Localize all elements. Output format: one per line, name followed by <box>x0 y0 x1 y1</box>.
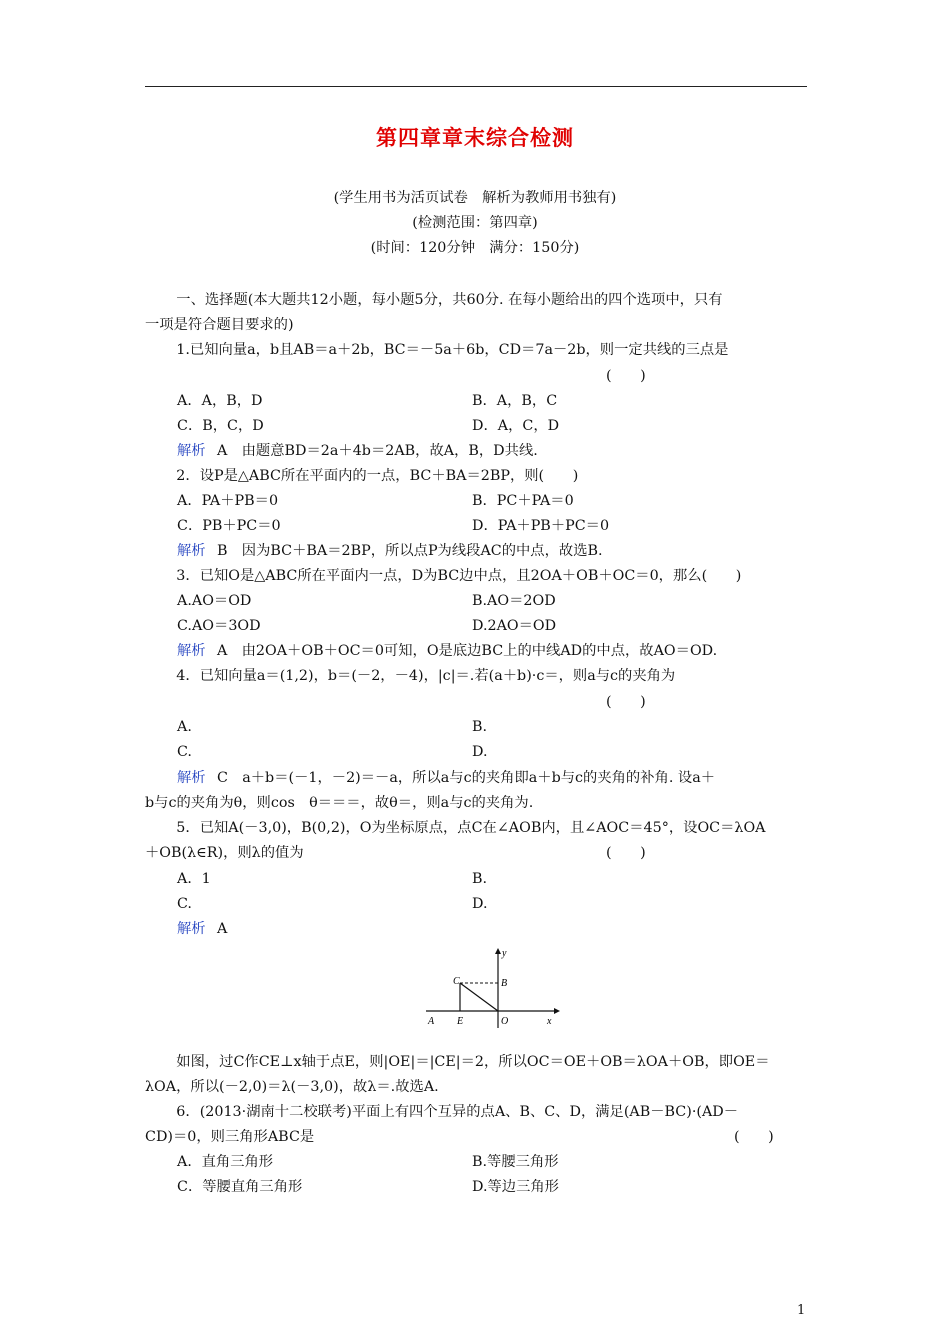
question-2: 2．设P是△ABC所在平面内的一点，BC＋BA＝2BP，则( ) <box>162 468 579 484</box>
section-heading: 一、选择题(本大题共12小题，每小题5分，共60分. 在每小题给出的四个选项中，只有 <box>162 292 723 308</box>
analysis-label: 解析 <box>177 770 206 786</box>
header-rule <box>145 86 807 87</box>
question-6: 6．(2013·湖南十二校联考)平面上有四个互异的点A、B、C、D，满足(AB－BC)·(AD－ <box>162 1104 739 1120</box>
analysis-label: 解析 <box>177 543 206 559</box>
meta-line: (检测范围：第四章) <box>412 215 538 231</box>
option: B.等腰三角形 <box>472 1154 559 1170</box>
analysis-text: C a＋b＝(－1，－2)＝－a，所以a与c的夹角即a＋b与c的夹角的补角. 设a＋ <box>217 770 716 786</box>
question-3: 3．已知O是△ABC所在平面内一点，D为BC边中点，且2OA＋OB＋OC＝0，那么( ) <box>162 568 742 584</box>
answer-bracket: ( ) <box>606 845 646 861</box>
analysis-text: A 由题意BD＝2a＋4b＝2AB，故A，B，D共线. <box>217 443 538 459</box>
option: C．PB＋PC＝0 <box>177 518 281 534</box>
segment-co <box>460 983 498 1011</box>
question-5: 5．已知A(－3,0)，B(0,2)，O为坐标原点，点C在∠AOB内，且∠AOC＝45°，设OC＝λOA <box>162 820 766 836</box>
option: C．B，C，D <box>177 418 264 434</box>
option: B.AO＝2OD <box>472 593 556 609</box>
answer-bracket: ( ) <box>606 694 646 710</box>
x-axis-arrow <box>554 1008 560 1014</box>
option: D.2AO＝OD <box>472 618 557 634</box>
analysis-text: 如图，过C作CE⊥x轴于点E，则|OE|＝|CE|＝2，所以OC＝OE＋OB＝λOA＋OB，即OE＝ <box>162 1054 770 1070</box>
option: D．A，C，D <box>472 418 560 434</box>
question-6-cont: CD)＝0，则三角形ABC是 <box>145 1129 315 1145</box>
analysis-text: B 因为BC＋BA＝2BP，所以点P为线段AC的中点，故选B. <box>217 543 603 559</box>
label-o: O <box>501 1016 509 1027</box>
analysis-text: A 由2OA＋OB＋OC＝0可知，O是底边BC上的中线AD的中点，故AO＝OD. <box>217 643 718 659</box>
analysis-label: 解析 <box>177 921 206 937</box>
option: C．等腰直角三角形 <box>177 1179 303 1195</box>
label-a: A <box>428 1016 435 1027</box>
question-5-cont: ＋OB(λ∈R)，则λ的值为 <box>145 845 304 861</box>
meta-line: (学生用书为活页试卷 解析为教师用书独有) <box>333 190 617 206</box>
page-title: 第四章章末综合检测 <box>376 125 574 150</box>
option: C.AO＝3OD <box>177 618 261 634</box>
option: B. <box>472 871 488 887</box>
analysis-text: λOA，所以(－2,0)＝λ(－3,0)，故λ＝.故选A. <box>145 1079 439 1095</box>
y-axis-arrow <box>495 948 501 954</box>
answer-bracket: ( ) <box>606 368 646 384</box>
label-c: C <box>453 976 460 987</box>
option: A．1 <box>177 871 211 887</box>
analysis-label: 解析 <box>177 643 206 659</box>
option: D. <box>472 896 488 912</box>
option: D.等边三角形 <box>472 1179 559 1195</box>
label-e: E <box>457 1016 464 1027</box>
page-number: 1 <box>797 1303 806 1318</box>
option: B．PC＋PA＝0 <box>472 493 574 509</box>
option: D．PA＋PB＋PC＝0 <box>472 518 610 534</box>
meta-line: (时间：120分钟 满分：150分) <box>370 240 580 256</box>
analysis-text: A <box>217 921 228 937</box>
option: A.AO＝OD <box>177 593 252 609</box>
option: B．A，B，C <box>472 393 558 409</box>
label-y: y <box>502 948 507 959</box>
question-1: 1.已知向量a，b且AB＝a＋2b，BC＝－5a＋6b，CD＝7a－2b，则一定共线的三点是 <box>162 342 729 358</box>
label-x: x <box>547 1016 552 1027</box>
analysis-text: b与c的夹角为θ，则cos θ＝＝＝，故θ＝，则a与c的夹角为. <box>145 795 534 811</box>
option: C. <box>177 896 192 912</box>
coordinate-figure <box>420 944 560 1028</box>
option: B. <box>472 719 488 735</box>
option: A．直角三角形 <box>177 1154 274 1170</box>
question-4: 4．已知向量a＝(1,2)，b＝(－2，－4)，|c|＝.若(a＋b)·c＝，则a与c的夹角为 <box>162 668 676 684</box>
section-heading: 一项是符合题目要求的) <box>145 317 294 333</box>
option: C. <box>177 744 192 760</box>
option: D. <box>472 744 488 760</box>
option: A．A，B，D <box>177 393 263 409</box>
option: A. <box>177 719 192 735</box>
answer-bracket: ( ) <box>734 1129 774 1145</box>
label-b: B <box>501 978 508 989</box>
analysis-label: 解析 <box>177 443 206 459</box>
option: A．PA＋PB＝0 <box>177 493 279 509</box>
